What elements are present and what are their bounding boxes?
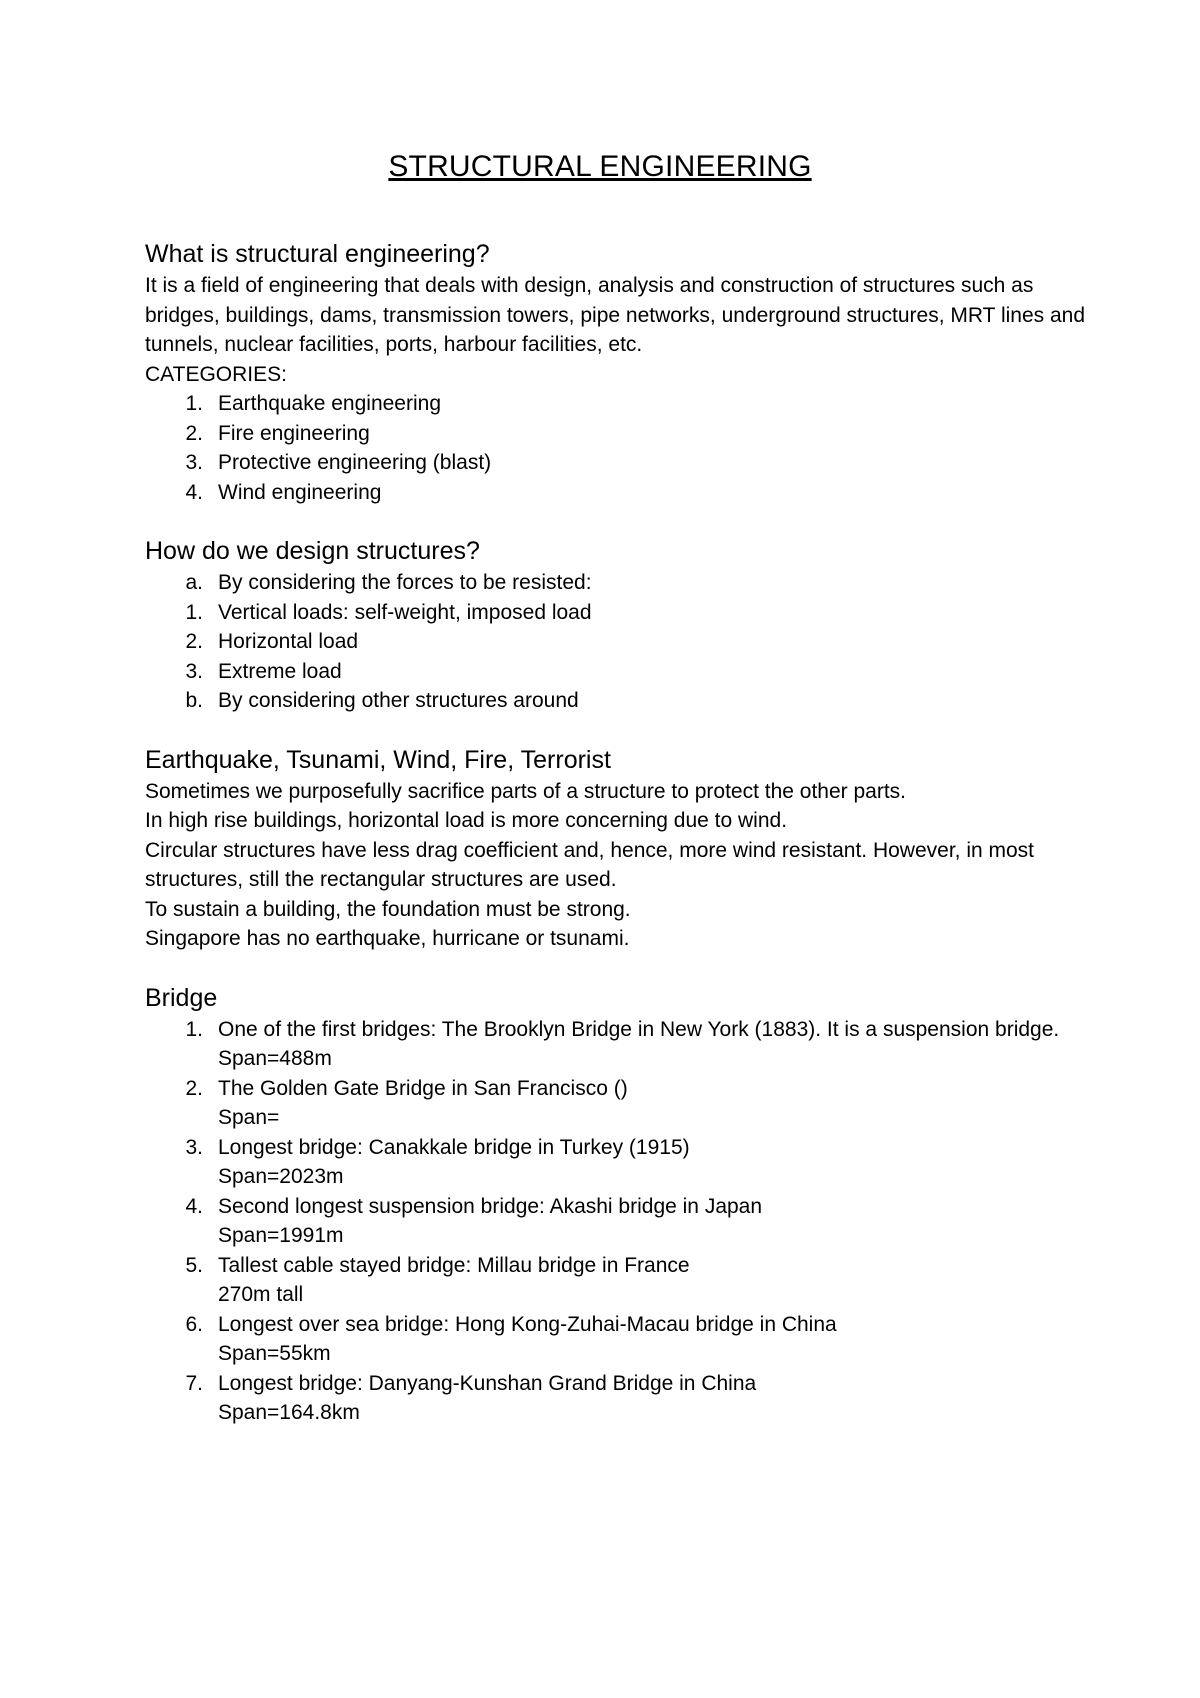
- list-item: 3. Longest bridge: Canakkale bridge in Turkey (1915) Span=2023m: [145, 1133, 1085, 1192]
- bridge-list: [145, 1015, 1085, 1428]
- body-line: Singapore has no earthquake, hurricane or tsunami.: [145, 927, 630, 950]
- list-item: 2. Fire engineering: [185, 421, 370, 445]
- span-value: Span=488m: [218, 1047, 332, 1070]
- span-value: Span=2023m: [218, 1165, 344, 1188]
- body-line: Circular structures have less drag coefficient and, hence, more wind resistant. However, in most structures, still the rectangular structures are used.: [145, 838, 1035, 891]
- document-body: [145, 238, 1085, 1428]
- list-item: 6. Longest over sea bridge: Hong Kong-Zuhai-Macau bridge in China Span=55km: [145, 1310, 1085, 1369]
- list-item: 3. Protective engineering (blast): [185, 451, 492, 474]
- body-line: To sustain a building, the foundation must be strong.: [145, 897, 631, 921]
- section-heading: Bridge: [145, 983, 218, 1012]
- categories-list: [145, 389, 1085, 507]
- list-item: 1. Vertical loads: self-weight, imposed load: [185, 600, 592, 624]
- span-value: 270m tall: [218, 1283, 304, 1306]
- list-item: 2. Horizontal load: [185, 630, 359, 653]
- categories-label: CATEGORIES:: [145, 362, 287, 386]
- span-value: Span=1991m: [218, 1224, 344, 1247]
- list-item: 5. Tallest cable stayed bridge: Millau bridge in France 270m tall: [145, 1251, 1085, 1310]
- body-line: In high rise buildings, horizontal load is more concerning due to wind.: [145, 809, 788, 832]
- span-value: Span=55km: [218, 1342, 331, 1365]
- span-value: Span=: [218, 1106, 280, 1129]
- list-item: 1. Earthquake engineering: [185, 392, 442, 415]
- intro-paragraph: It is a field of engineering that deals with design, analysis and construction of structures such as bridges, buildings, dams, transmission towers, pipe networks, underground structures, MRT lines and tunnels, nuclear facilities, ports, harbour facilities, etc.: [145, 274, 1086, 356]
- section-heading: How do we design structures?: [145, 537, 480, 565]
- page-title: STRUCTURAL ENGINEERING: [388, 150, 812, 183]
- section-heading: What is structural engineering?: [145, 240, 490, 268]
- design-list: [145, 568, 1085, 716]
- body-line: Sometimes we purposefully sacrifice parts of a structure to protect the other parts.: [145, 779, 907, 803]
- list-item: 4. Second longest suspension bridge: Akashi bridge in Japan Span=1991m: [145, 1192, 1085, 1251]
- list-item: b. By considering other structures around: [185, 689, 579, 712]
- span-value: Span=164.8km: [218, 1401, 360, 1424]
- list-item: 3. Extreme load: [185, 659, 342, 683]
- list-item: a. By considering the forces to be resisted:: [185, 571, 592, 594]
- list-item: 2. The Golden Gate Bridge in San Francisco () Span=: [145, 1074, 1085, 1133]
- section-heading: Earthquake, Tsunami, Wind, Fire, Terrorist: [145, 745, 611, 774]
- list-item: 1. One of the first bridges: The Brooklyn Bridge in New York (1883). It is a suspension bridge. Span=488m: [145, 1015, 1085, 1074]
- list-item: 7. Longest bridge: Danyang-Kunshan Grand Bridge in China Span=164.8km: [145, 1369, 1085, 1428]
- list-item: 4. Wind engineering: [185, 480, 382, 504]
